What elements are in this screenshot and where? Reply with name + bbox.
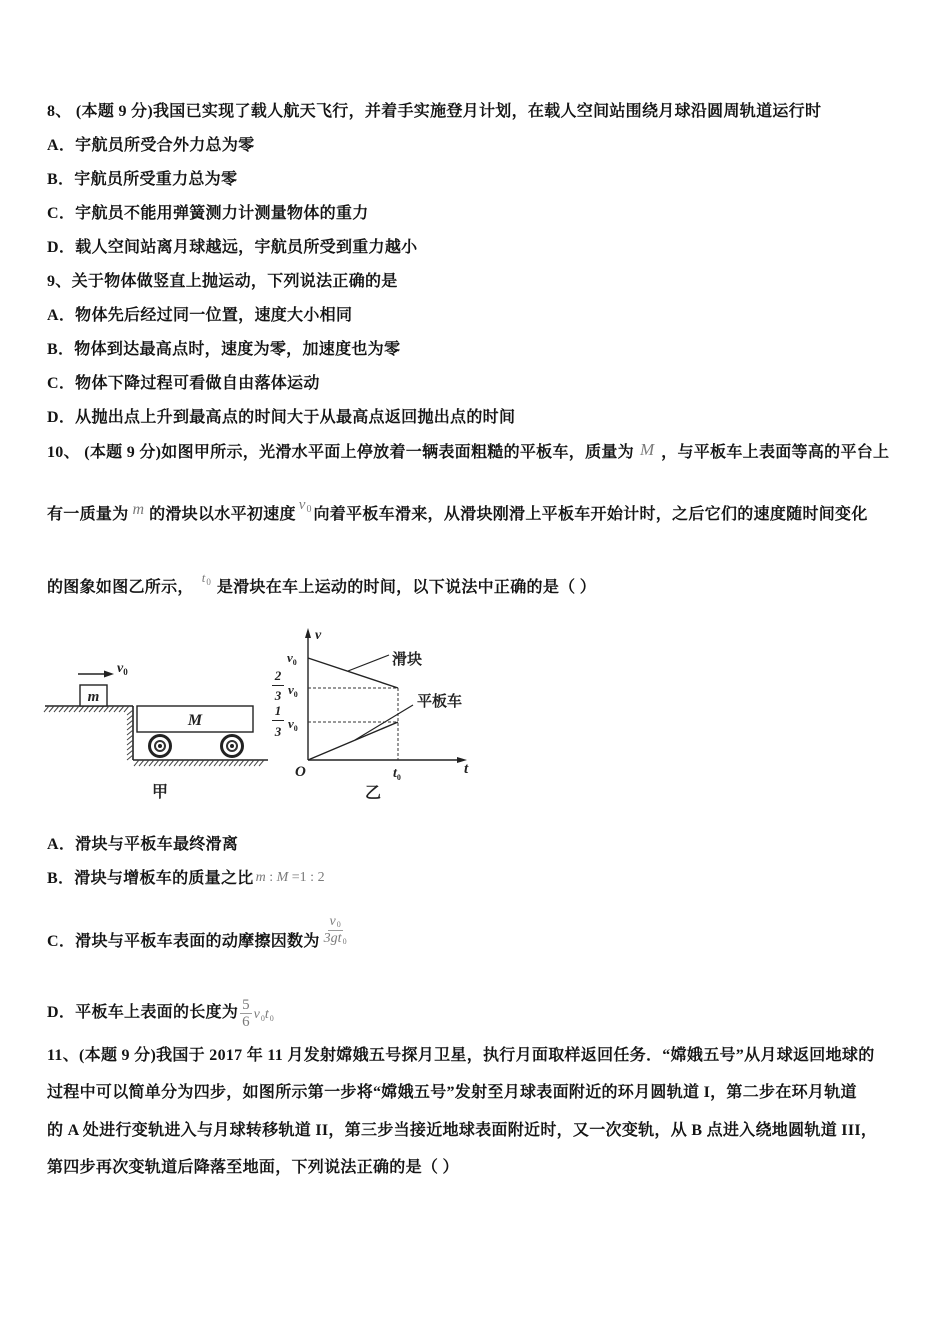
t-symbol: t — [264, 1007, 269, 1023]
v-symbol: v — [298, 497, 306, 513]
q10-text: ，与平板车上表面等高的平台上 — [661, 444, 890, 461]
q10-text: 有一质量为 — [47, 506, 129, 523]
cart-wheel-right — [222, 736, 243, 757]
ratio-colon: : — [265, 870, 277, 885]
tick-t0 — [393, 766, 401, 782]
option-label: A． — [47, 836, 76, 853]
cart-label: M — [187, 712, 203, 729]
fraction-numerator: 5 — [242, 997, 250, 1013]
option-label: D． — [47, 239, 76, 256]
wall-hatching — [127, 710, 133, 760]
option-text: 宇航员所受合外力总为零 — [75, 137, 255, 154]
subscript-zero: 0 — [342, 937, 347, 946]
q10-number: 10、 — [47, 444, 80, 461]
option-text: 从抛出点上升到最高点的时间大于从最高点返回抛出点的时间 — [75, 409, 516, 426]
fraction-numerator — [328, 915, 343, 931]
q8-stem — [47, 102, 821, 122]
v-symbol: v — [288, 682, 294, 697]
subscript-zero: 0 — [269, 1014, 274, 1024]
q8-option-d — [47, 238, 417, 258]
q10-score: (本题 9 分) — [79, 444, 162, 461]
q10-figure — [40, 620, 480, 805]
tick-one-third-v0 — [288, 716, 298, 733]
v-axis-label: v — [315, 628, 322, 643]
q9-stem — [47, 272, 398, 292]
option-text: 物体到达最高点时，速度为零，加速度也为零 — [74, 341, 401, 358]
option-label: B． — [47, 171, 75, 188]
q8-option-b — [47, 170, 237, 190]
option-label: C． — [47, 205, 76, 222]
subscript-zero: 0 — [292, 658, 297, 667]
option-text: 载人空间站离月球越远，宇航员所受到重力越小 — [75, 239, 418, 256]
v-symbol: v — [117, 661, 124, 676]
velocity-arrowhead — [104, 671, 114, 678]
subscript-zero: 0 — [260, 1014, 265, 1024]
q10-option-d — [47, 998, 274, 1029]
fraction-denominator: 6 — [242, 1014, 250, 1030]
cart-wheel-left — [150, 736, 171, 757]
subscript-zero: 0 — [336, 920, 341, 929]
slider-velocity-line — [308, 658, 398, 688]
symbol-M: M — [276, 870, 289, 885]
tick-three: 3 — [274, 724, 282, 739]
q10-text: 的图象如图乙所示， — [47, 579, 194, 596]
q8-option-a — [47, 136, 254, 156]
symbol-m: m — [132, 501, 145, 518]
option-text: 滑块与平板车最终滑离 — [75, 836, 239, 853]
q10-option-b — [47, 869, 325, 890]
block-label: m — [87, 689, 100, 705]
q11-stem-line4: 第四步再次变轨道后降落至地面，下列说法正确的是（ ） — [47, 1159, 459, 1176]
option-text: 宇航员不能用弹簧测力计测量物体的重力 — [75, 205, 369, 222]
v-symbol: v — [288, 716, 294, 731]
friction-fraction — [322, 915, 349, 946]
tick-one: 1 — [274, 703, 282, 718]
length-fraction — [240, 998, 252, 1029]
tick-two-thirds-v0 — [288, 682, 298, 699]
subscript-zero: 0 — [206, 577, 211, 587]
ratio-value: =1 : 2 — [288, 870, 325, 885]
t-axis-label: t — [464, 761, 469, 777]
symbol-v0t0 — [254, 1007, 274, 1022]
option-text: 物体下降过程可看做自由落体运动 — [75, 375, 320, 392]
option-text: 滑块与平板车表面的动摩擦因数为 — [75, 933, 320, 951]
cart-graph-label: 平板车 — [417, 692, 463, 710]
q9-stem-text: 关于物体做竖直上抛运动，下列说法正确的是 — [71, 273, 398, 290]
option-text: 平板车上表面的长度为 — [75, 1004, 239, 1022]
option-text: 滑块与增板车的质量之比 — [74, 870, 254, 887]
symbol-m: m — [255, 870, 266, 885]
q9-option-a — [47, 306, 352, 326]
slider-label: 滑块 — [392, 650, 423, 668]
cart-velocity-line — [308, 722, 398, 760]
subscript-zero: 0 — [306, 504, 312, 515]
q10-stem-line1 — [47, 442, 889, 463]
q10-text: 如图甲所示，光滑水平面上停放着一辆表面粗糙的平板车，质量为 — [161, 444, 634, 461]
symbol-t0 — [202, 570, 211, 585]
tick-three: 3 — [274, 688, 282, 703]
q9-option-d — [47, 408, 515, 428]
symbol-v0 — [299, 497, 312, 513]
q8-stem-text: 我国已实现了载人航天飞行，并着手实施登月计划，在载人空间站围绕月球沿圆周轨道运行时 — [152, 103, 822, 120]
t-symbol: t — [393, 766, 397, 781]
origin-label: O — [295, 764, 306, 780]
q8-option-c — [47, 204, 369, 224]
q11-stem-line2: 过程中可以简单分为四步，如图所示第一步将“嫦娥五号”发射至月球表面附近的环月圆轨道 I，第二步在环月轨道 — [47, 1084, 857, 1101]
subscript-zero: 0 — [293, 690, 298, 699]
q11-stem-line3: 的 A 处进行变轨进入与月球转移轨道 II，第三步当接近地球表面附近时，又一次变轨，从 B 点进入绕地圆轨道 III， — [47, 1122, 878, 1139]
platform-hatching — [44, 706, 129, 712]
option-label: C． — [47, 375, 76, 392]
v-axis-arrowhead — [305, 628, 311, 638]
caption-jia: 甲 — [151, 782, 169, 801]
q10-text: 的滑块以水平初速度 — [149, 506, 296, 523]
q10-stem-line3 — [47, 570, 597, 599]
v-symbol: v — [329, 914, 336, 929]
q9-option-c — [47, 374, 320, 394]
ground-hatching — [134, 760, 264, 766]
option-label: B． — [47, 870, 75, 887]
tick-v0 — [287, 650, 297, 667]
option-label: A． — [47, 307, 76, 324]
velocity-label — [117, 661, 128, 677]
v-symbol: v — [253, 1007, 260, 1023]
q9-option-b — [47, 340, 400, 360]
denominator-3gt: 3gt — [323, 931, 342, 946]
tick-two: 2 — [274, 668, 282, 683]
option-label: B． — [47, 341, 75, 358]
q11-stem-line1: 11、(本题 9 分)我国于 2017 年 11 月发射嫦娥五号探月卫星，执行月面取样返回任务．“嫦娥五号”从月球返回地球的 — [47, 1047, 875, 1064]
subscript-zero: 0 — [123, 667, 128, 677]
option-text: 宇航员所受重力总为零 — [74, 171, 238, 188]
mass-ratio — [256, 870, 325, 885]
slider-leader-line — [348, 655, 389, 671]
option-label: D． — [47, 1004, 76, 1022]
t-symbol: t — [201, 570, 206, 585]
q10-text: 是滑块在车上运动的时间，以下说法中正确的是（ ） — [216, 579, 597, 596]
q9-number: 9、 — [47, 273, 72, 290]
q8-score: (本题 9 分) — [71, 103, 153, 120]
q10-option-c — [47, 914, 351, 958]
option-label: C． — [47, 933, 76, 951]
q10-text: 向着平板车滑来，从滑块刚滑上平板车开始计时，之后它们的速度随时间变化 — [313, 506, 868, 523]
fraction-denominator — [322, 931, 349, 946]
option-text: 物体先后经过同一位置，速度大小相同 — [75, 307, 353, 324]
symbol-M: M — [639, 440, 655, 459]
option-label: A． — [47, 137, 76, 154]
option-label: D． — [47, 409, 76, 426]
q10-option-a — [47, 835, 238, 855]
subscript-zero: 0 — [293, 724, 298, 733]
caption-yi: 乙 — [364, 783, 382, 802]
subscript-zero: 0 — [396, 773, 401, 782]
q10-stem-line2 — [47, 497, 868, 527]
q8-number: 8、 — [47, 103, 72, 120]
v-symbol: v — [287, 650, 293, 665]
